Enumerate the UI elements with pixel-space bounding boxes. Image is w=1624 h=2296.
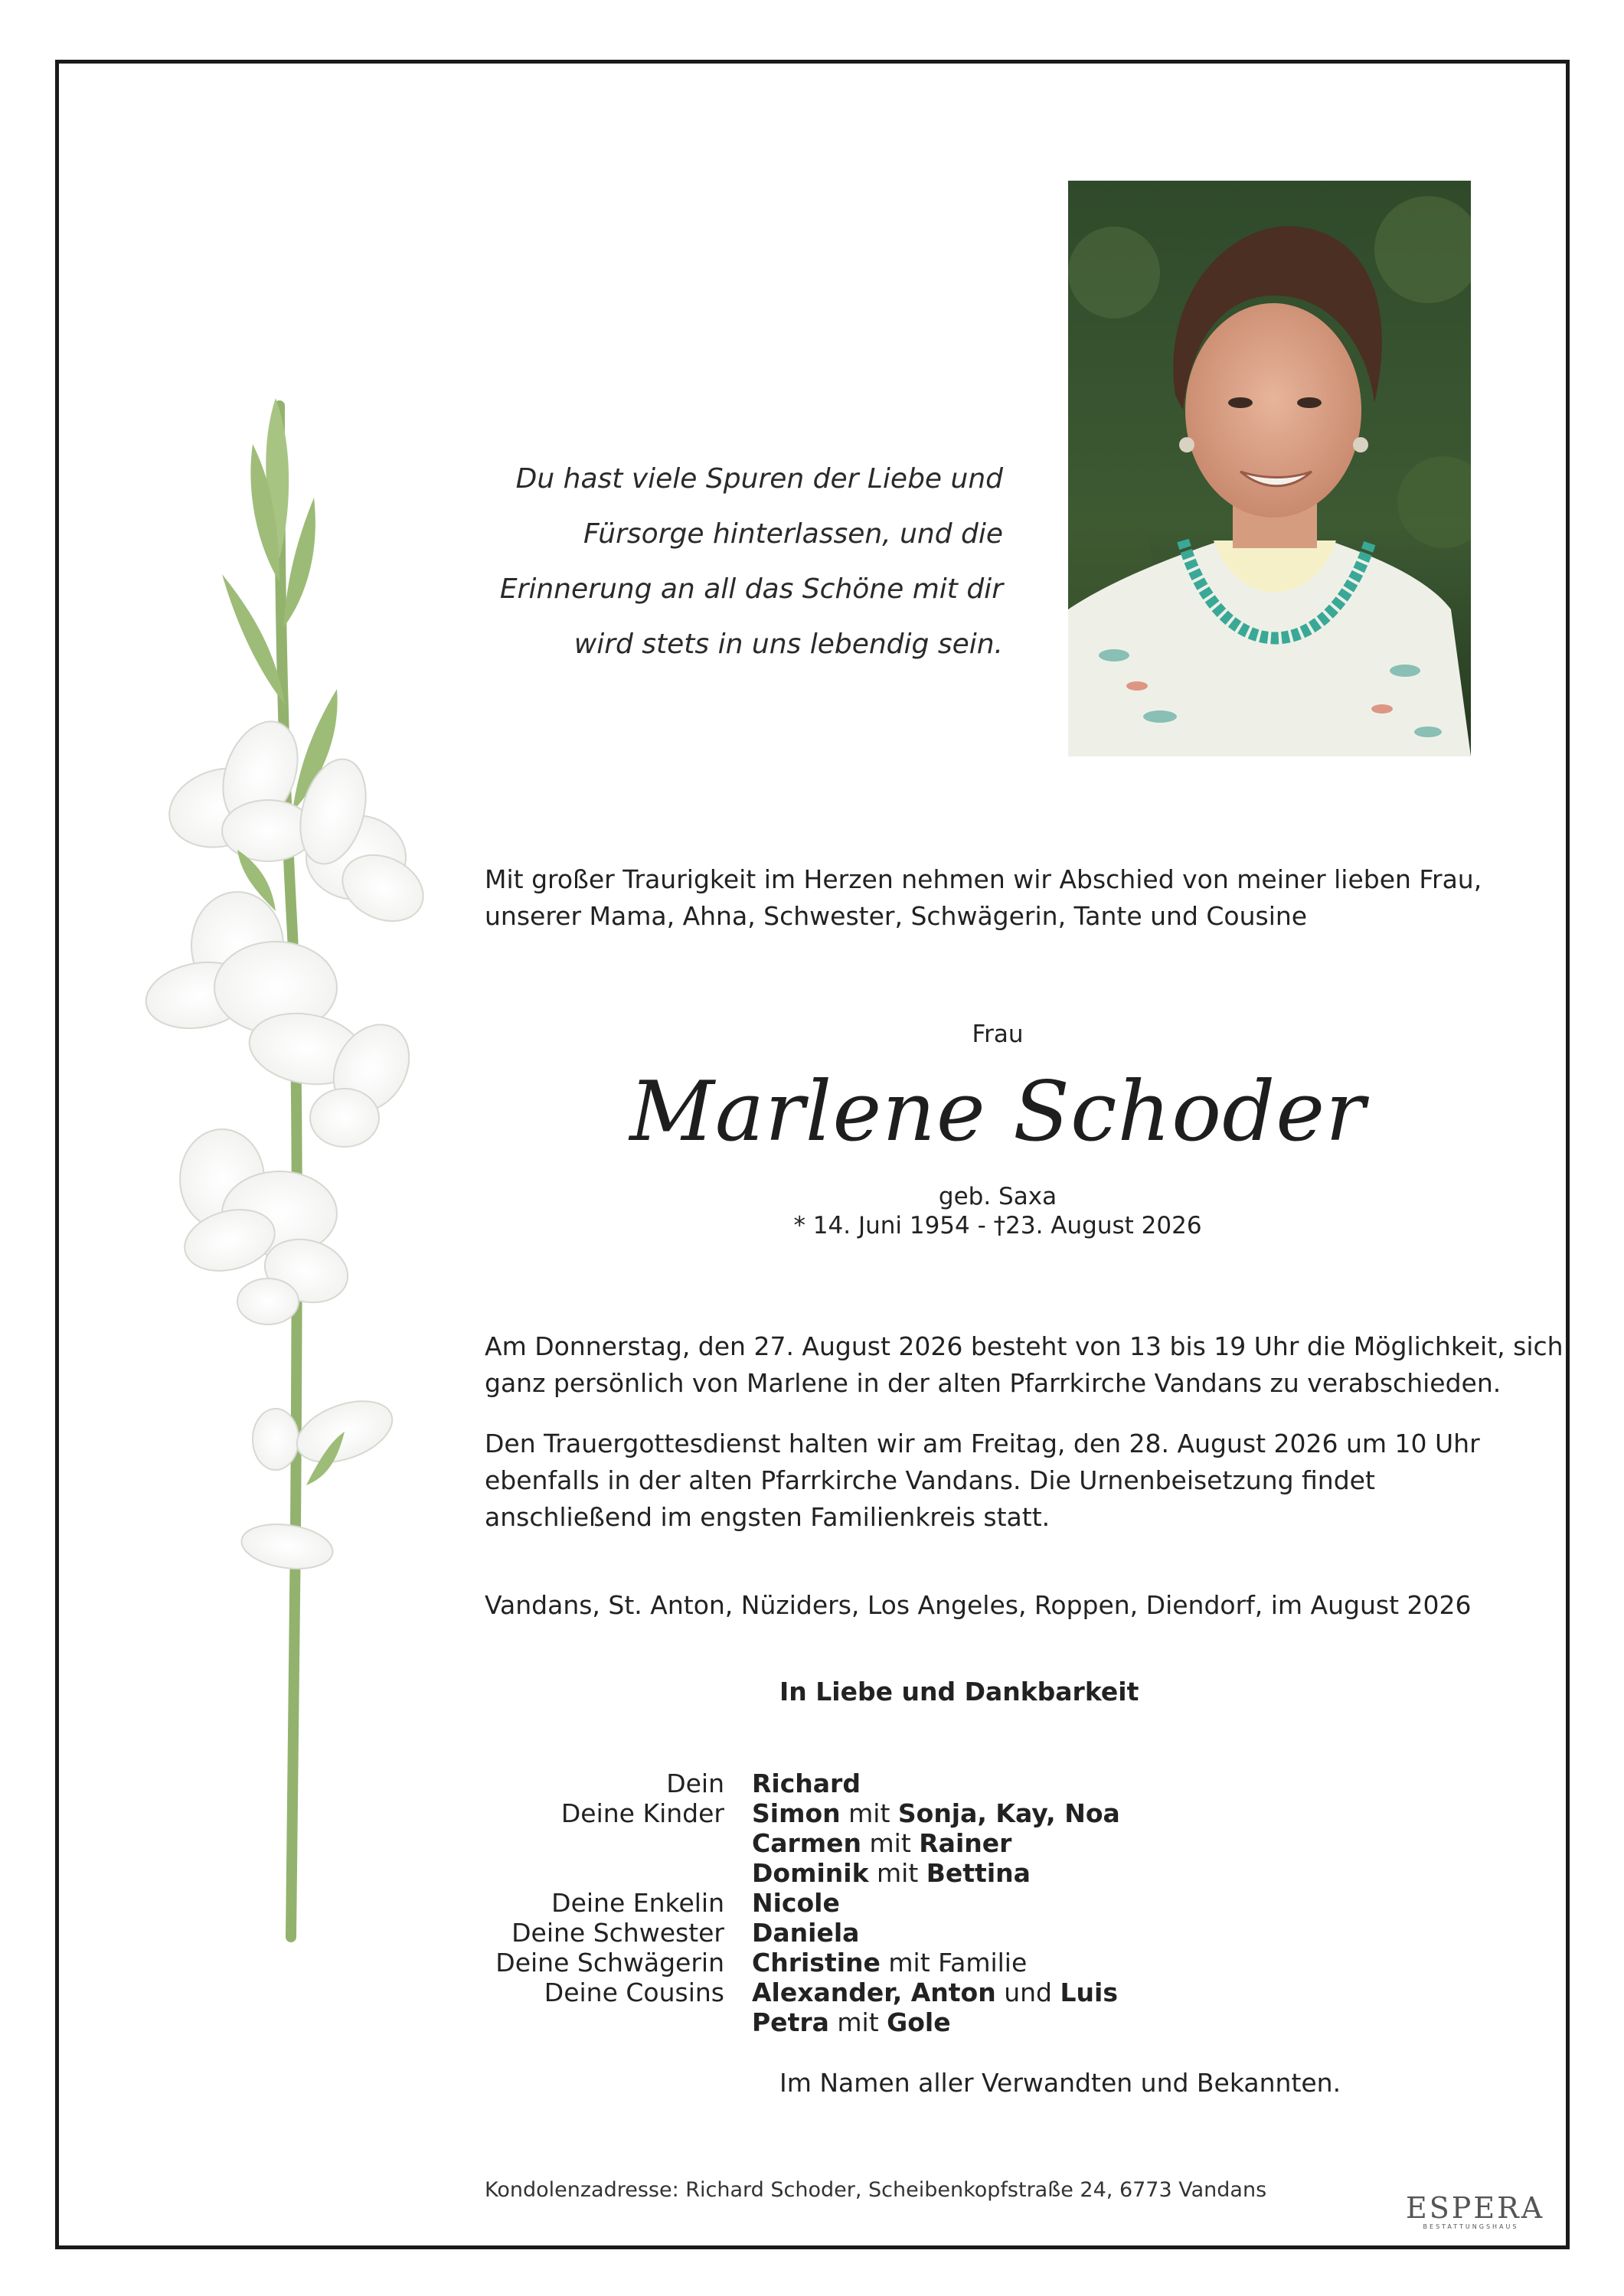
family-row bbox=[459, 1798, 1120, 1828]
intro-text bbox=[485, 861, 1511, 935]
maiden-name: geb. Saxa bbox=[938, 1183, 1057, 1210]
places-line: Vandans, St. Anton, Nüziders, Los Angeles, Roppen, Diendorf, im August 2026 bbox=[485, 1590, 1472, 1620]
family-row bbox=[459, 1978, 1120, 2007]
family-row bbox=[459, 1948, 1120, 1978]
family-role bbox=[459, 1858, 752, 1888]
family-names: Daniela bbox=[752, 1918, 860, 1948]
intro-line: Mit großer Traurigkeit im Herzen nehmen wir Abschied von meiner lieben Frau, bbox=[485, 864, 1482, 894]
family-row bbox=[459, 2007, 1120, 2037]
closing-line: Im Namen aller Verwandten und Bekannten. bbox=[779, 2068, 1341, 2098]
family-names: Simon mit Sonja, Kay, Noa bbox=[752, 1798, 1120, 1828]
family-role: Deine Schwägerin bbox=[495, 1948, 724, 1978]
quote-line: Erinnerung an all das Schöne mit dir bbox=[499, 573, 1003, 605]
gladiolus-illustration bbox=[115, 383, 482, 1945]
family-names: Richard bbox=[752, 1769, 861, 1798]
family-role: Dein bbox=[666, 1769, 724, 1798]
service-line: anschließend im engsten Familienkreis statt. bbox=[485, 1502, 1051, 1532]
farewell-line: ganz persönlich von Marlene in der alten Pfarrkirche Vandans zu verabschieden. bbox=[485, 1368, 1501, 1398]
family-names: Nicole bbox=[752, 1888, 840, 1918]
family-row bbox=[459, 1858, 1120, 1888]
logo-subtitle: BESTATTUNGSHAUS bbox=[1423, 2223, 1519, 2230]
family-role: Deine Cousins bbox=[544, 1978, 724, 2007]
family-role bbox=[459, 2007, 752, 2037]
farewell-paragraph bbox=[485, 1328, 1564, 1402]
quote-line: Fürsorge hinterlassen, und die bbox=[583, 518, 1003, 550]
honorific: Frau bbox=[972, 1021, 1024, 1048]
memorial-quote bbox=[429, 452, 1003, 672]
funeral-home-logo bbox=[1406, 2191, 1545, 2230]
thanks-heading: In Liebe und Dankbarkeit bbox=[779, 1677, 1139, 1706]
family-row bbox=[459, 1769, 1120, 1798]
family-names: Alexander, Anton und Luis bbox=[752, 1978, 1118, 2007]
family-names: Christine mit Familie bbox=[752, 1948, 1028, 1978]
family-role: Deine Kinder bbox=[560, 1798, 724, 1828]
family-row bbox=[459, 1918, 1120, 1948]
family-role: Deine Schwester bbox=[511, 1918, 724, 1948]
life-dates: * 14. Juni 1954 - †23. August 2026 bbox=[793, 1212, 1202, 1239]
service-line: Den Trauergottesdienst halten wir am Freitag, den 28. August 2026 um 10 Uhr bbox=[485, 1429, 1480, 1458]
family-row bbox=[459, 1828, 1120, 1858]
condolence-address: Kondolenzadresse: Richard Schoder, Scheibenkopfstraße 24, 6773 Vandans bbox=[485, 2178, 1267, 2202]
family-role bbox=[459, 1828, 752, 1858]
farewell-line: Am Donnerstag, den 27. August 2026 besteht von 13 bis 19 Uhr die Möglichkeit, sich bbox=[485, 1331, 1564, 1361]
family-role: Deine Enkelin bbox=[551, 1888, 724, 1918]
family-names: Petra mit Gole bbox=[752, 2007, 951, 2037]
family-names: Dominik mit Bettina bbox=[752, 1858, 1031, 1888]
deceased-name: Marlene Schoder bbox=[629, 1064, 1366, 1160]
family-names: Carmen mit Rainer bbox=[752, 1828, 1012, 1858]
portrait-photo bbox=[1068, 181, 1471, 756]
logo-name: ESPERA bbox=[1406, 2191, 1545, 2225]
service-paragraph bbox=[485, 1426, 1526, 1536]
service-line: ebenfalls in der alten Pfarrkirche Vandans. Die Urnenbeisetzung findet bbox=[485, 1465, 1375, 1495]
intro-line: unserer Mama, Ahna, Schwester, Schwägerin, Tante und Cousine bbox=[485, 901, 1308, 931]
quote-line: wird stets in uns lebendig sein. bbox=[573, 629, 1003, 660]
family-list bbox=[459, 1769, 1120, 2037]
quote-line: Du hast viele Spuren der Liebe und bbox=[515, 463, 1003, 495]
family-row bbox=[459, 1888, 1120, 1918]
